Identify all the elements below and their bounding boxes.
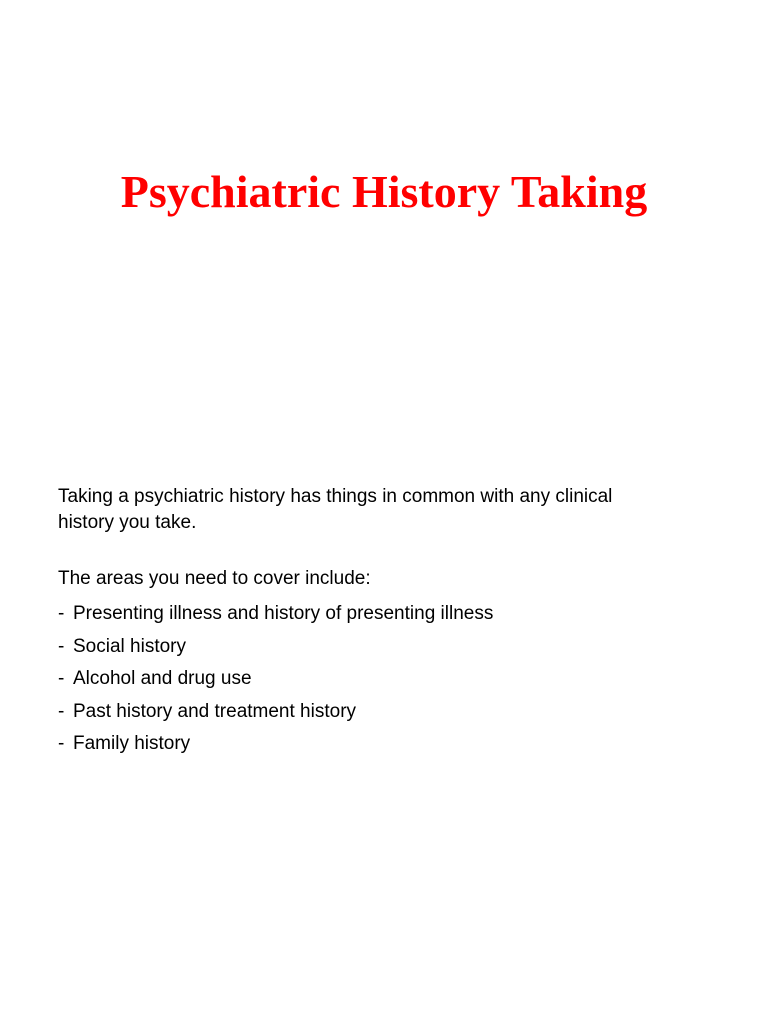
list-item: [58, 631, 718, 664]
list-item-text: Presenting illness and history of presenting illness: [73, 603, 494, 624]
list-item-text: Family history: [73, 733, 191, 754]
list-item: [58, 598, 718, 631]
intro-paragraph: [58, 484, 718, 536]
dash-marker: -: [58, 700, 65, 722]
dash-marker: -: [58, 668, 65, 689]
list-item: [58, 663, 718, 696]
intro-line-1: Taking a psychiatric history has things in common with any clinical: [58, 486, 613, 507]
dash-marker: -: [58, 733, 65, 754]
intro-line-2: history you take.: [58, 512, 197, 533]
list-item-text: Alcohol and drug use: [73, 668, 252, 689]
list-item-text: Past history and treatment history: [73, 700, 357, 722]
lead-text: The areas you need to cover include:: [58, 568, 371, 589]
slide-title: Psychiatric History Taking: [120, 166, 648, 217]
list-item: [58, 728, 718, 761]
dash-marker: -: [58, 635, 65, 657]
bullet-list: [58, 598, 718, 761]
list-item-text: Social history: [73, 635, 186, 657]
list-item: [58, 696, 718, 729]
dash-marker: -: [58, 603, 65, 624]
slide-body: [58, 484, 718, 761]
